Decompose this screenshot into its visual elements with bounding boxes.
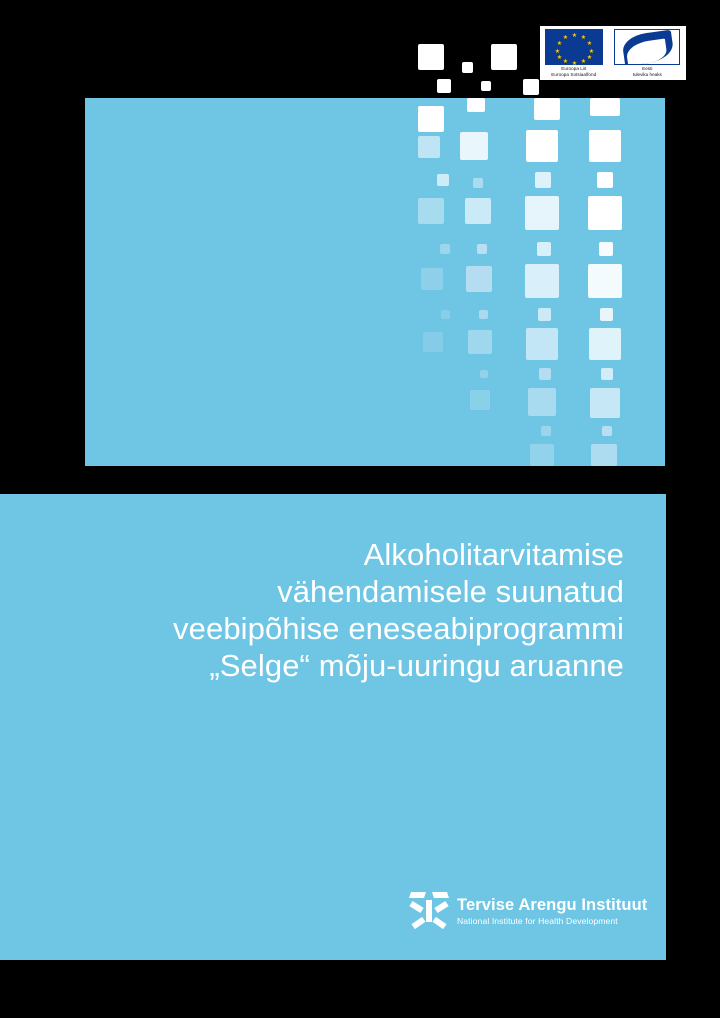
pattern-square bbox=[473, 178, 483, 188]
pattern-square bbox=[601, 368, 613, 380]
esf-logo-caption-line2: tuleviku heaks bbox=[632, 72, 662, 78]
pattern-square bbox=[418, 106, 444, 132]
pattern-square bbox=[418, 136, 440, 158]
esf-logo bbox=[608, 26, 686, 80]
european-union-flag-icon: ★ ★ ★ ★ ★ ★ ★ ★ ★ ★ ★ ★ bbox=[545, 29, 603, 65]
pattern-square bbox=[468, 330, 492, 354]
cover-title-panel bbox=[0, 494, 666, 960]
publisher-logo bbox=[410, 892, 647, 930]
eu-logo bbox=[540, 26, 608, 80]
pattern-square bbox=[523, 79, 539, 95]
pattern-square bbox=[480, 370, 488, 378]
pattern-square bbox=[599, 242, 613, 256]
title-line: „Selge“ mõju-uuringu aruanne bbox=[209, 648, 624, 683]
page-title bbox=[24, 536, 624, 684]
pattern-square bbox=[597, 172, 613, 188]
pattern-square bbox=[537, 242, 551, 256]
eu-logo-caption-line2: Euroopa Sotsiaalfond bbox=[551, 72, 597, 78]
pattern-square bbox=[535, 172, 551, 188]
pattern-square bbox=[526, 130, 558, 162]
eu-logo-caption-line1: Euroopa Liit bbox=[561, 66, 587, 71]
pattern-square bbox=[602, 426, 612, 436]
pattern-square bbox=[538, 308, 551, 321]
title-line: veebipõhise eneseabiprogrammi bbox=[173, 611, 624, 646]
pattern-square bbox=[479, 310, 488, 319]
pattern-square bbox=[477, 244, 487, 254]
pattern-square bbox=[470, 390, 490, 410]
pattern-square bbox=[539, 368, 551, 380]
pattern-square bbox=[423, 332, 443, 352]
pattern-square bbox=[525, 196, 559, 230]
pattern-square bbox=[588, 264, 622, 298]
pattern-square bbox=[541, 426, 551, 436]
cover-hero-panel bbox=[85, 98, 665, 466]
pattern-square bbox=[530, 444, 554, 466]
eesti-tuleviku-heaks-icon bbox=[614, 29, 680, 65]
pattern-square bbox=[460, 132, 488, 160]
pattern-square bbox=[590, 98, 620, 116]
pattern-square bbox=[440, 244, 450, 254]
funding-logos bbox=[540, 26, 686, 80]
pattern-square bbox=[491, 44, 517, 70]
pattern-square bbox=[525, 264, 559, 298]
pattern-square bbox=[466, 266, 492, 292]
pattern-square bbox=[600, 308, 613, 321]
pattern-square bbox=[437, 174, 449, 186]
pattern-square bbox=[528, 388, 556, 416]
pattern-square bbox=[465, 198, 491, 224]
pattern-square bbox=[441, 310, 450, 319]
pattern-square bbox=[437, 79, 451, 93]
pattern-square bbox=[462, 62, 473, 73]
pattern-square bbox=[481, 81, 491, 91]
publisher-text bbox=[457, 896, 647, 927]
pattern-square bbox=[418, 198, 444, 224]
pattern-square bbox=[418, 44, 444, 70]
publisher-name: Tervise Arengu Instituut bbox=[457, 895, 648, 914]
publisher-subtitle: National Institute for Health Development bbox=[457, 915, 618, 926]
pattern-square bbox=[589, 328, 621, 360]
pattern-square bbox=[591, 444, 617, 466]
pattern-square bbox=[421, 268, 443, 290]
pattern-square bbox=[526, 328, 558, 360]
pattern-square bbox=[588, 196, 622, 230]
pattern-square bbox=[589, 130, 621, 162]
title-line: Alkoholitarvitamise bbox=[363, 537, 624, 572]
esf-logo-caption-line1: Eesti bbox=[642, 66, 653, 71]
tai-logo-icon bbox=[410, 892, 448, 930]
title-line: vähendamisele suunatud bbox=[277, 574, 624, 609]
pattern-square bbox=[467, 98, 485, 112]
pattern-square bbox=[534, 98, 560, 120]
pattern-square bbox=[590, 388, 620, 418]
